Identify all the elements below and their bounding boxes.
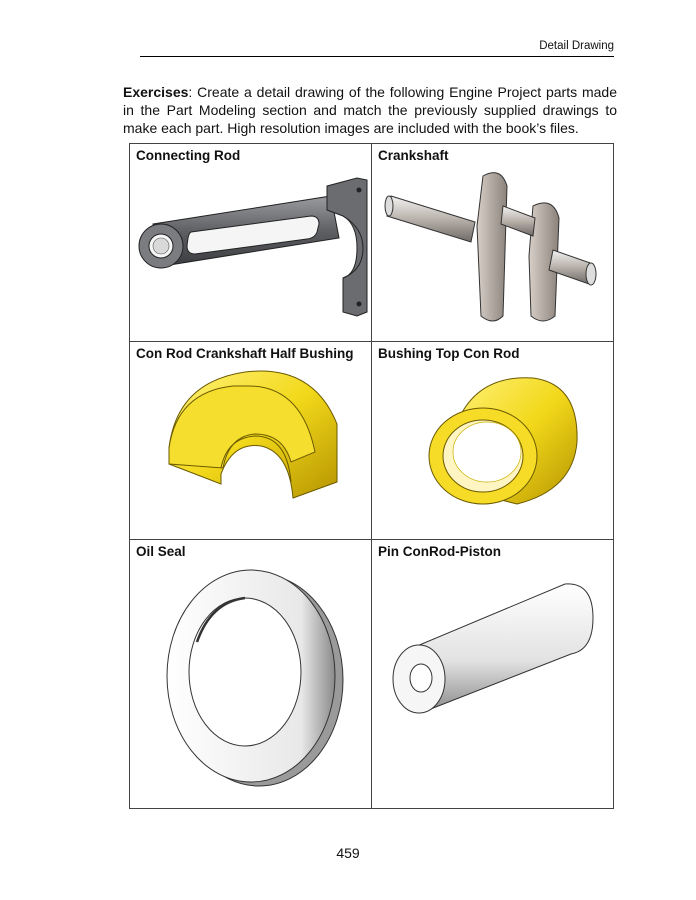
parts-table [129,143,614,809]
crankshaft-image [383,166,603,326]
part-title: Connecting Rod [136,148,241,163]
part-title: Crankshaft [378,148,449,163]
exercise-instructions [123,83,617,137]
exercises-label: Exercises [123,84,189,100]
part-cell-crankshaft [372,144,614,342]
part-cell-bushing-top [372,342,614,540]
part-title: Pin ConRod-Piston [378,544,501,559]
part-title: Bushing Top Con Rod [378,346,520,361]
connecting-rod-image [131,166,371,326]
part-title: Con Rod Crankshaft Half Bushing [136,346,354,361]
part-cell-connecting-rod [130,144,372,342]
exercise-text: : Create a detail drawing of the following Engine Project parts made in the Part Modeling section and match the previously supplied drawings to make each part. High resolution images are included with the book’s files. [123,84,617,136]
page-number: 459 [336,845,360,861]
oil-seal-image [141,562,361,792]
running-header [140,40,614,57]
part-title: Oil Seal [136,544,186,559]
part-cell-oil-seal [130,540,372,809]
half-bushing-image [141,364,361,514]
part-cell-pin [372,540,614,809]
part-cell-half-bushing [130,342,372,540]
header-title: Detail Drawing [539,40,614,52]
bushing-top-image [383,364,603,514]
pin-conrod-piston-image [383,562,603,762]
